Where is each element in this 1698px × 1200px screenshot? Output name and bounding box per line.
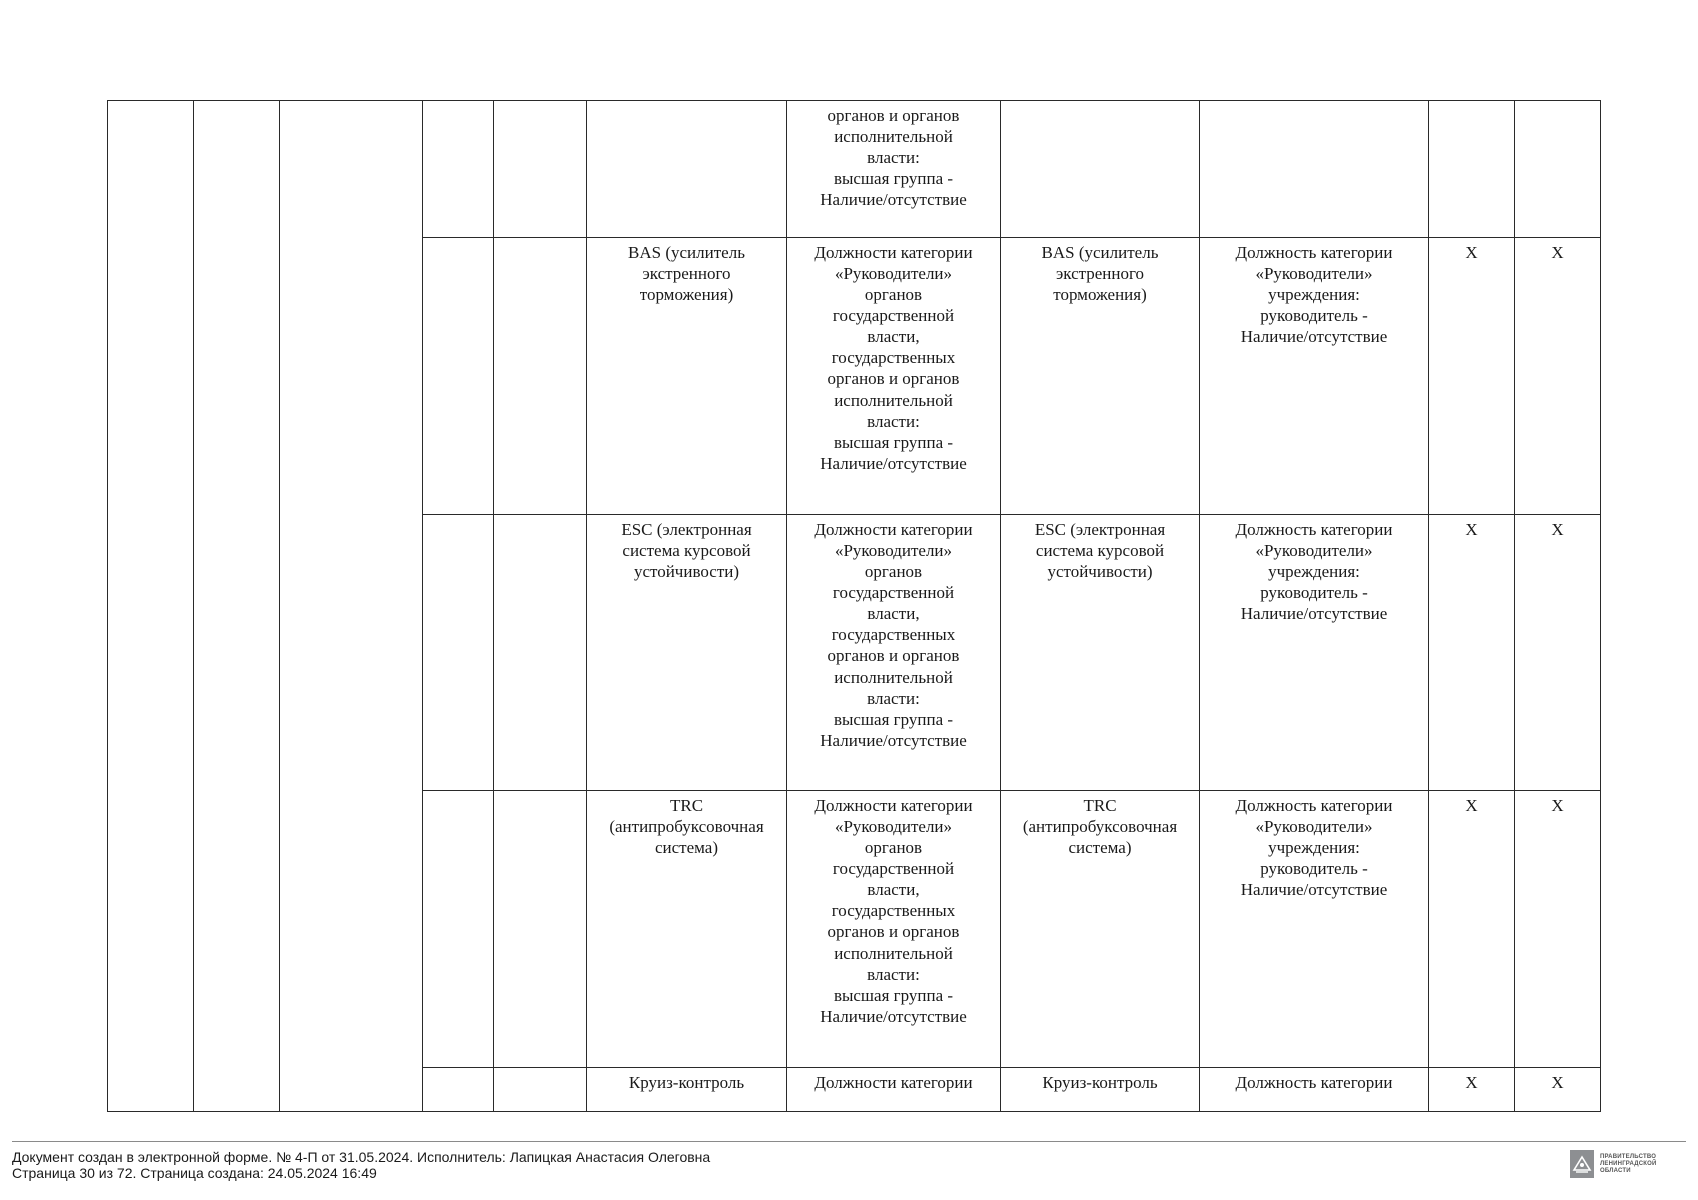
table-cell: X bbox=[1429, 1068, 1515, 1112]
table-cell: BAS (усилитель экстренного торможения) bbox=[587, 238, 787, 515]
table-cell bbox=[1001, 101, 1200, 238]
logo-caption-line: ПРАВИТЕЛЬСТВО bbox=[1600, 1153, 1657, 1160]
table-cell: ESC (электронная система курсовой устойчивости) bbox=[1001, 515, 1200, 791]
table-cell: X bbox=[1429, 791, 1515, 1068]
table-cell: BAS (усилитель экстренного торможения) bbox=[1001, 238, 1200, 515]
table-cell: Должность категории bbox=[1200, 1068, 1429, 1112]
table-cell bbox=[1515, 101, 1601, 238]
table-body bbox=[108, 101, 1601, 1112]
table-cell: Круиз-контроль bbox=[1001, 1068, 1200, 1112]
document-footer bbox=[12, 1149, 710, 1181]
table-cell bbox=[1200, 101, 1429, 238]
table-cell: Должности категории «Руководители» органов государственной власти, государственных органов и органов исполнительной власти: высшая группа - Наличие/отсутствие bbox=[787, 791, 1001, 1068]
table-cell: Круиз-контроль bbox=[587, 1068, 787, 1112]
table-cell bbox=[423, 238, 494, 515]
merged-empty-cell bbox=[280, 101, 423, 1112]
table-cell bbox=[494, 1068, 587, 1112]
table-cell: Должность категории «Руководители» учреждения: руководитель - Наличие/отсутствие bbox=[1200, 515, 1429, 791]
footer-divider bbox=[12, 1141, 1686, 1142]
table-cell: Должность категории «Руководители» учреждения: руководитель - Наличие/отсутствие bbox=[1200, 238, 1429, 515]
table-cell: ESC (электронная система курсовой устойчивости) bbox=[587, 515, 787, 791]
government-logo bbox=[1570, 1150, 1656, 1178]
table-cell: X bbox=[1515, 238, 1601, 515]
table-cell: TRC (антипробуксовочная система) bbox=[1001, 791, 1200, 1068]
table-cell bbox=[423, 1068, 494, 1112]
table-cell bbox=[587, 101, 787, 238]
coat-of-arms-icon bbox=[1570, 1150, 1594, 1178]
table-cell: Должности категории «Руководители» органов государственной власти, государственных органов и органов исполнительной власти: высшая группа - Наличие/отсутствие bbox=[787, 515, 1001, 791]
footer-page-info: Страница 30 из 72. Страница создана: 24.05.2024 16:49 bbox=[12, 1165, 377, 1181]
table-cell bbox=[494, 238, 587, 515]
table-cell bbox=[494, 791, 587, 1068]
table-cell bbox=[423, 791, 494, 1068]
table-row bbox=[108, 101, 1601, 238]
logo-caption-line: ОБЛАСТИ bbox=[1600, 1167, 1631, 1174]
table-cell: X bbox=[1429, 515, 1515, 791]
table-cell: Должность категории «Руководители» учреждения: руководитель - Наличие/отсутствие bbox=[1200, 791, 1429, 1068]
merged-empty-cell bbox=[194, 101, 280, 1112]
table-cell: X bbox=[1429, 238, 1515, 515]
table-cell bbox=[494, 101, 587, 238]
table-cell: TRC (антипробуксовочная система) bbox=[587, 791, 787, 1068]
table-cell: X bbox=[1515, 791, 1601, 1068]
table-cell: органов и органов исполнительной власти: высшая группа - Наличие/отсутствие bbox=[787, 101, 1001, 238]
footer-document-info: Документ создан в электронной форме. № 4-П от 31.05.2024. Исполнитель: Лапицкая Анастасия Олеговна bbox=[12, 1149, 711, 1165]
logo-caption-line: ЛЕНИНГРАДСКОЙ bbox=[1600, 1160, 1657, 1167]
logo-caption bbox=[1600, 1154, 1656, 1175]
table-cell bbox=[423, 515, 494, 791]
table-cell bbox=[1429, 101, 1515, 238]
table-cell bbox=[423, 101, 494, 238]
table-cell: X bbox=[1515, 1068, 1601, 1112]
table-cell: Должности категории «Руководители» органов государственной власти, государственных органов и органов исполнительной власти: высшая группа - Наличие/отсутствие bbox=[787, 238, 1001, 515]
table-cell bbox=[494, 515, 587, 791]
table-cell: Должности категории bbox=[787, 1068, 1001, 1112]
table-cell: X bbox=[1515, 515, 1601, 791]
merged-empty-cell bbox=[108, 101, 194, 1112]
document-table bbox=[107, 100, 1601, 1112]
